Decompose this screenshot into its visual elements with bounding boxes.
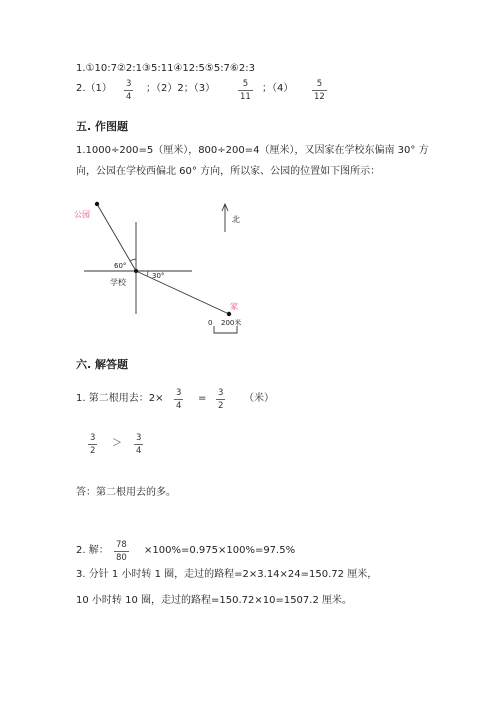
fraction-bar bbox=[88, 444, 97, 445]
fraction-bar bbox=[114, 551, 129, 552]
q1-fraction-3-2 bbox=[216, 388, 225, 411]
compare-fraction-3-4 bbox=[134, 433, 143, 456]
fraction-denominator: 4 bbox=[136, 446, 142, 456]
fraction-bar bbox=[124, 90, 133, 91]
section-5-title: 五. 作图题 bbox=[76, 120, 129, 133]
fraction-numerator: 3 bbox=[176, 388, 182, 398]
park-point bbox=[95, 202, 99, 206]
fraction-numerator: 78 bbox=[116, 540, 127, 550]
q1-answer: 答：第二根用去的多。 bbox=[76, 487, 176, 498]
fraction-denominator: 12 bbox=[314, 92, 325, 102]
park-label: 公园 bbox=[74, 210, 90, 219]
direction-diagram bbox=[70, 192, 270, 342]
fraction-5-11 bbox=[238, 79, 253, 102]
fraction-numerator: 3 bbox=[90, 433, 96, 443]
fraction-5-12 bbox=[312, 79, 327, 102]
fraction-3-4 bbox=[124, 79, 133, 102]
school-label: 学校 bbox=[110, 278, 126, 287]
q1-prefix: 1. 第二根用去：2× bbox=[76, 393, 164, 404]
angle-60-arc bbox=[130, 259, 136, 261]
fraction-denominator: 4 bbox=[176, 401, 182, 411]
fraction-bar bbox=[174, 399, 183, 400]
answer-line-1: 1.①10:7②2:1③5:11④12:5⑤5:7⑥2:3 bbox=[76, 63, 255, 74]
compare-fraction-3-2 bbox=[88, 433, 97, 456]
q2-calculation: ×100%=0.975×100%=97.5% bbox=[144, 545, 296, 556]
fraction-denominator: 2 bbox=[90, 446, 96, 456]
q1-equals: = bbox=[198, 393, 207, 404]
fraction-denominator: 4 bbox=[126, 92, 132, 102]
fraction-denominator: 80 bbox=[116, 553, 127, 563]
line-to-home bbox=[136, 271, 229, 314]
answer-line-2-middle: ；（2）2；（3） bbox=[146, 83, 216, 94]
answer-line-2-prefix: 2.（1） bbox=[76, 83, 112, 94]
q3-line-2: 10 小时转 10 圈，走过的路程=150.72×10=1507.2 厘米。 bbox=[76, 595, 353, 606]
q1-fraction-3-4 bbox=[174, 388, 183, 411]
scale-200m-label: 200米 bbox=[221, 319, 242, 327]
scale-zero-label: 0 bbox=[208, 319, 213, 327]
fraction-numerator: 5 bbox=[316, 79, 323, 89]
fraction-numerator: 5 bbox=[242, 79, 249, 89]
school-point bbox=[134, 269, 138, 273]
fraction-bar bbox=[134, 444, 143, 445]
home-label: 家 bbox=[230, 302, 238, 311]
fraction-numerator: 3 bbox=[136, 433, 142, 443]
scale-bar bbox=[214, 326, 237, 333]
fraction-numerator: 3 bbox=[126, 79, 132, 89]
fraction-denominator: 11 bbox=[240, 92, 251, 102]
q1-unit: （米） bbox=[244, 393, 274, 404]
angle-60-label: 60° bbox=[114, 262, 127, 270]
fraction-bar bbox=[216, 399, 225, 400]
fraction-bar bbox=[312, 90, 327, 91]
fraction-numerator: 3 bbox=[218, 388, 224, 398]
north-label: 北 bbox=[232, 215, 240, 224]
section-5-paragraph-2: 向，公园在学校西偏北 60° 方向，所以家、公园的位置如下图所示： bbox=[76, 166, 381, 177]
answer-line-2-sep: ；（4） bbox=[262, 83, 294, 94]
angle-30-arc bbox=[147, 271, 148, 276]
q2-prefix: 2. 解： bbox=[76, 545, 109, 556]
compare-operator: ＞ bbox=[112, 438, 122, 449]
section-5-paragraph-1: 1.1000÷200=5（厘米），800÷200=4（厘米），又因家在学校东偏南 30° 方 bbox=[76, 145, 429, 156]
section-6-title: 六. 解答题 bbox=[76, 358, 129, 371]
q3-line-1: 3. 分针 1 小时转 1 圈，走过的路程=2×3.14×24=150.72 厘米， bbox=[76, 569, 378, 580]
q2-fraction-78-80 bbox=[114, 540, 129, 563]
home-point bbox=[227, 312, 231, 316]
angle-30-label: 30° bbox=[152, 272, 165, 280]
fraction-denominator: 2 bbox=[218, 401, 224, 411]
fraction-bar bbox=[238, 90, 253, 91]
